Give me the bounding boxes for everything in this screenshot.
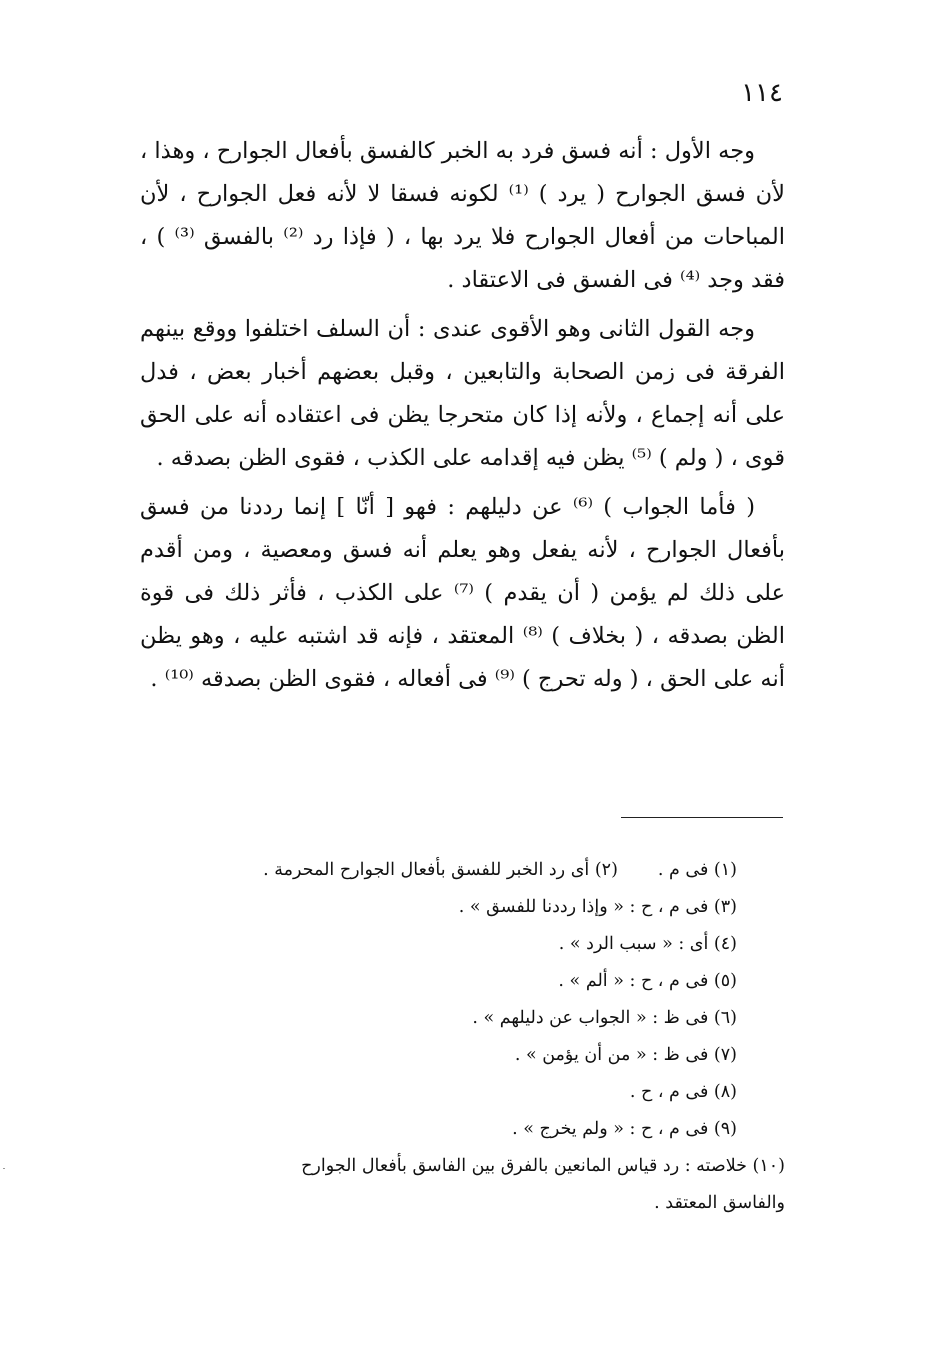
footnote-10-line-2: والفاسق المعتقد . bbox=[654, 1193, 785, 1213]
page-number: ١١٤ bbox=[741, 78, 783, 108]
footnote-1: (١) فى م . bbox=[657, 860, 737, 880]
footnote-8: (٨) فى م ، ح . bbox=[629, 1082, 737, 1102]
footnote-row-1-2 bbox=[140, 852, 785, 889]
footnotes-section bbox=[140, 852, 785, 1222]
footnote-4: (٤) أى : « سبب الرد » . bbox=[558, 934, 737, 954]
footnote-divider bbox=[621, 817, 783, 818]
paragraph-second-view: وجه القول الثانى وهو الأقوى عندى : أن السلف اختلفوا ووقع بينهم الفرقة فى زمن الصحابة والتابعين ، وقبل بعضهم أخبار بعض ، فدل على أنه إجماع ، ولأنه إذا كان متحرجا يظن فى اعتقاده أنه على الحق قوى ، ( ولم ) ⁽⁵⁾ يظن فيه إقدامه على الكذب ، فقوى الظن بصدقه . bbox=[140, 316, 785, 471]
footnote-7: (٧) فى ظ : « من أن يؤمن » . bbox=[514, 1045, 737, 1065]
footnote-5: (٥) فى م ، ح : « ألم » . bbox=[558, 971, 737, 991]
scan-artifact bbox=[3, 1168, 5, 1169]
footnote-3: (٣) فى م ، ح : « وإذا رددنا للفسق » . bbox=[458, 897, 737, 917]
footnote-9: (٩) فى م ، ح : « ولم يخرج » . bbox=[512, 1119, 737, 1139]
footnote-2: (٢) أى رد الخبر للفسق بأفعال الجوارح المحرمة . bbox=[263, 860, 618, 880]
footnote-10-line-1: (١٠) خلاصته : رد قياس المانعين بالفرق بين الفاسق بأفعال الجوارح bbox=[301, 1156, 785, 1176]
footnote-6: (٦) فى ظ : « الجواب عن دليلهم » . bbox=[472, 1008, 737, 1028]
main-text bbox=[140, 130, 785, 707]
paragraph-first-view: وجه الأول : أنه فسق فرد به الخبر كالفسق بأفعال الجوارح ، وهذا ، لأن فسق الجوارح ( يرد ) ⁽¹⁾ لكونه فسقا لا لأنه فعل الجوارح ، لأن المباحات من أفعال الجوارح فلا يرد بها ، ( فإذا رد ⁽²⁾ بالفسق ⁽³⁾ ) ، فقد وجد ⁽⁴⁾ فى الفسق فى الاعتقاد . bbox=[140, 138, 785, 293]
paragraph-answer: ( فأما الجواب ) ⁽⁶⁾ عن دليلهم : فهو [ أنّا ] إنما رددنا من فسق بأفعال الجوارح ، لأنه يفعل وهو يعلم أنه فسق ومعصية ، ومن أقدم على ذلك لم يؤمن ( أن يقدم ) ⁽⁷⁾ على الكذب ، فأثر ذلك فى قوة الظن بصدقه ، ( بخلاف ) ⁽⁸⁾ المعتقد ، فإنه قد اشتبه عليه ، وهو يظن أنه على الحق ، ( وله تحرج ) ⁽⁹⁾ فى أفعاله ، فقوى الظن بصدقه ⁽¹⁰⁾ . bbox=[140, 494, 786, 692]
footnote-10 bbox=[140, 1148, 785, 1222]
